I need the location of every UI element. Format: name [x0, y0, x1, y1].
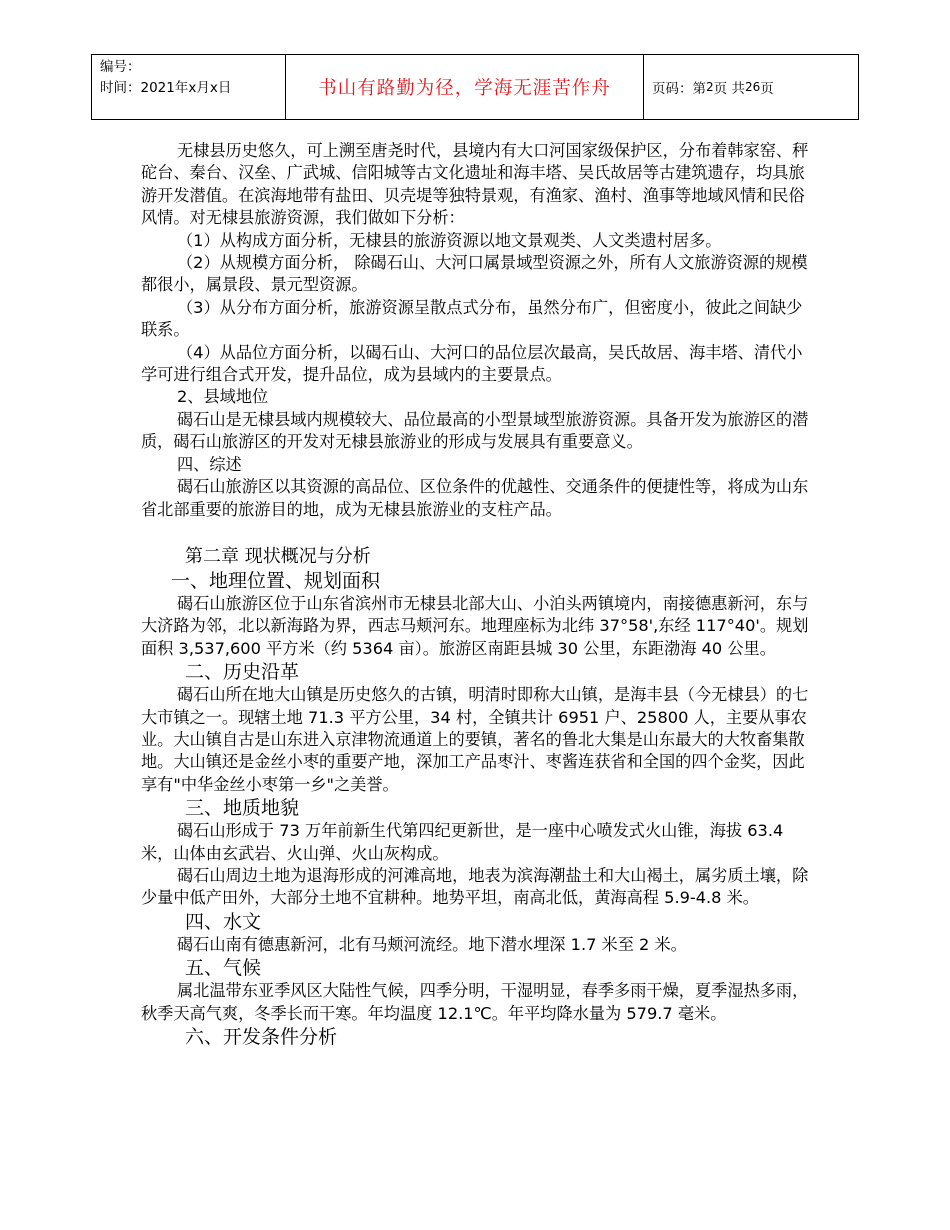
page-prefix: 页码：第 — [652, 81, 706, 97]
header-motto: 书山有路勤为径，学海无涯苦作舟 — [286, 55, 644, 119]
paragraph-geology-formation: 碣石山形成于 73 万年前新生代第四纪更新世，是一座中心喷发式火山锥，海拔 63.4 米，山体由玄武岩、火山弹、火山灰构成。 — [141, 821, 784, 863]
paragraph-analysis-grade: （4）从品位方面分析，以碣石山、大河口的品位层次最高，吴氏故居、海丰塔、清代小学可进行组合式开发，提升品位，成为县域内的主要景点。 — [141, 342, 803, 385]
heading-hydrology: 四、水文 — [185, 910, 262, 933]
page-header — [91, 54, 859, 120]
heading-climate: 五、气候 — [185, 957, 262, 980]
paragraph-summary: 碣石山旅游区以其资源的高品位、区位条件的优越性、交通条件的便捷性等，将成为山东省北部重要的旅游目的地，成为无棣县旅游业的支柱产品。 — [141, 477, 809, 519]
heading-summary: 四、综述 — [177, 454, 242, 474]
paragraph-history-overview: 无棣县历史悠久，可上溯至唐尧时代，县境内有大口河国家级保护区，分布着韩家窑、秤砣台、秦台、汉垒、广武城、信阳城等古文化遗址和海丰塔、吴氏故居等古建筑遗存，均具旅游开发潜值。在滨海地带有盐田、贝壳堤等独特景观，有渔家、渔村、渔事等地域风情和民俗风情。对无棣县旅游资源，我们做如下分析： — [141, 141, 809, 228]
paragraph-history: 碣石山所在地大山镇是历史悠久的古镇，明清时即称大山镇，是海丰县（今无棣县）的七大市镇之一。现辖土地 71.3 平方公里，34 村，全镇共计 6951 户、25800 人，主要从事农业。大山镇自古是山东进入京津物流通道上的要镇，著名的鲁北大集是山东最大的大牧畜集散地。大山镇还是金丝小枣的重要产地，深加工产品枣汁、枣酱连获省和全国的四个金奖，因此享有"中华金丝小枣第一乡"之美誉。 — [141, 685, 809, 794]
page-total: 26 — [744, 80, 761, 94]
page-current: 2 — [706, 80, 714, 94]
paragraph-analysis-scale: （2）从规模方面分析， 除碣石山、大河口属景域型资源之外，所有人文旅游资源的规模都很小，属景段、景元型资源。 — [141, 253, 808, 295]
paragraph-geography: 碣石山旅游区位于山东省滨州市无棣县北部大山、小泊头两镇境内，南接德惠新河，东与大济路为邻，北以新海路为界，西志马颊河东。地理座标为北纬 37°58',东经 117°40'。规划面积 3,537,600 平方米（约 5364 亩）。旅游区南距县城 30 公里，东距渤海 40 公里。 — [141, 593, 809, 658]
paragraph-analysis-distribution: （3）从分布方面分析，旅游资源呈散点式分布，虽然分布广，但密度小，彼此之间缺少联系。 — [141, 297, 803, 340]
heading-county-status: 2、县域地位 — [177, 387, 269, 407]
header-meta — [92, 55, 286, 119]
document-number-label: 编号： — [100, 59, 141, 75]
paragraph-analysis-composition: （1）从构成方面分析，无棣县的旅游资源以地文景观类、人文类遗村居多。 — [177, 230, 722, 250]
page-suffix: 页 — [760, 81, 774, 97]
chapter-title: 第二章 现状概况与分析 — [185, 545, 371, 567]
paragraph-geology-terrain: 碣石山周边土地为退海形成的河滩高地，地表为滨海潮盐土和大山褐土，属劣质土壤，除少量中低产田外，大部分土地不宜耕种。地势平坦，南高北低，黄海高程 5.9-4.8 米。 — [141, 865, 809, 908]
paragraph-county-status: 碣石山是无棣县域内规模较大、品位最高的小型景域型旅游资源。具备开发为旅游区的潜质，碣石山旅游区的开发对无棣县旅游业的形成与发展具有重要意义。 — [141, 409, 809, 452]
heading-geography: 一、地理位置、规划面积 — [171, 569, 381, 592]
page-middle: 页 共 — [713, 81, 745, 97]
heading-geology: 三、地质地貌 — [185, 797, 300, 820]
document-body — [141, 140, 813, 1049]
paragraph-climate: 属北温带东亚季风区大陆性气候，四季分明，干湿明显，春季多雨干燥，夏季湿热多雨，秋季天高气爽，冬季长而干寒。年均温度 12.1℃。年平均降水量为 579.7 毫米。 — [141, 981, 809, 1023]
paragraph-hydrology: 碣石山南有德惠新河，北有马颊河流经。地下潜水埋深 1.7 米至 2 米。 — [177, 934, 687, 954]
heading-development: 六、开发条件分析 — [185, 1026, 338, 1048]
header-page-number — [644, 55, 858, 119]
document-time: 时间：2021年x月x日 — [100, 80, 232, 96]
heading-history: 二、历史沿革 — [185, 661, 300, 684]
